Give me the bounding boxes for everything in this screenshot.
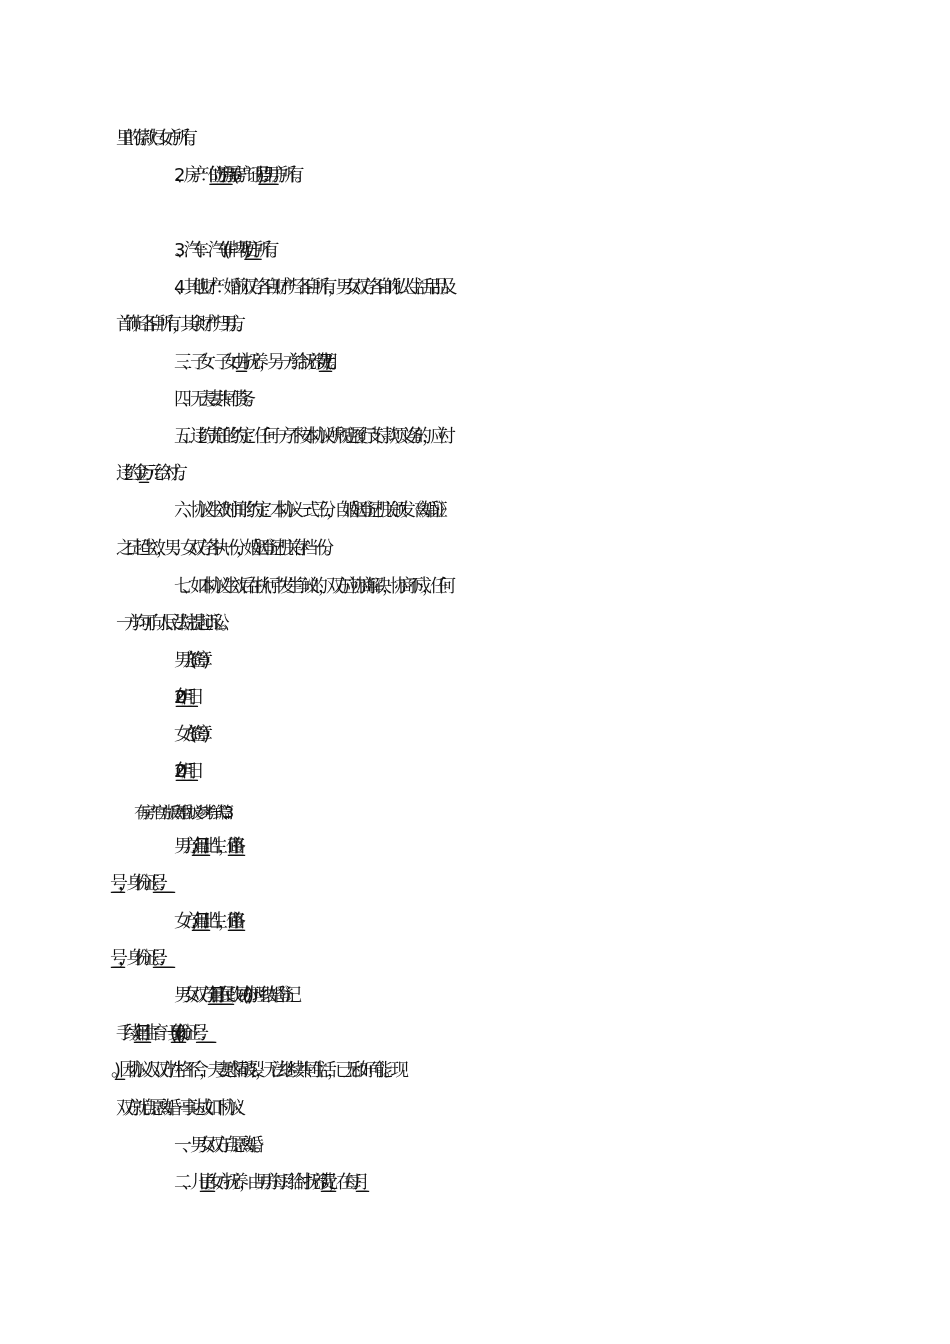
signature-date: 20__年__月__日 <box>174 761 195 782</box>
section-text-line: 二、儿子_______由女方抚养，由男方每月给付抚养费_______元，在每月_____ <box>174 1172 355 1193</box>
body-text-line: 里的存款归女方所有。 <box>116 128 196 149</box>
section-title: 有房产官方版离婚协议参考样式篇3 <box>134 803 225 822</box>
section-text-line: 五、违约责任的约定：任何一方不按本协议所规定履行支付款项义务的，应付 <box>174 426 446 447</box>
section-text-line: 六、协议生效时间的约定：本协议一式三份，自婚姻登记机关颁发《离婚证》 <box>174 500 446 521</box>
signature-label: 女方(签章)： <box>174 724 209 745</box>
body-text-line: 3、汽车：汽车(车牌号：_________)归___方所有。 <box>174 240 278 261</box>
section-text-line: 一、男女双方自愿离婚。 <box>174 1135 262 1156</box>
body-text-line: 4、其他财产：婚前双方各自财产归各自所有，男女双方各自的私人生活用品及 <box>174 277 448 298</box>
body-text-line: 男方：_______，_______年_______月_______日出生，住_______市_______路_ <box>174 836 235 857</box>
body-text-line: ______号，身份证号：______________。 <box>116 948 160 969</box>
body-text-line: 手续。_______年_______月_______日生育一子(女)_______(身份证号：____________ <box>116 1023 196 1044</box>
body-text-line: 违约金__万元给对方。 <box>116 463 186 484</box>
body-text-line: 之日起生效，男、女双方各执一份，婚姻登记机关存档一份。 <box>116 538 332 559</box>
body-text-line: __)。因协议人双方性格不合，夫妻感情破裂，无法继续共同生活，已无和好可能。现 <box>116 1060 400 1081</box>
body-text-line: 男女双方于_______年_______月_______日在_______民政局(办)办理结婚登记 <box>174 985 293 1006</box>
body-text-line: 首饰归各自所有，其余财产归男方。 <box>116 314 244 335</box>
section-text-line: 四、无夫妻共同债务。 <box>174 389 254 410</box>
body-text-line: 2、房产：位于_______________的房屋(房产证号：____________)归男方所有。 <box>174 165 303 186</box>
body-text-line: 一方均可向人民法院提起诉讼。 <box>116 613 228 634</box>
section-text-line: 三、子女：子女由___方抚养，另一方给抚养费_____元/月。 <box>174 352 339 373</box>
body-text-line: 双方就自愿离婚一事达成如下协议： <box>116 1098 244 1119</box>
signature-label: 男方(签章)： <box>174 650 209 671</box>
body-text-line: 女方：_______，_______年_______月_______日出生，住_______市_______路_ <box>174 911 235 932</box>
body-text-line: ______号，身份证号：______________。 <box>116 873 160 894</box>
section-text-line: 七、如本协议生效后在执行中发生争议的，双方应协商解决，协商不成，任何 <box>174 576 446 597</box>
signature-date: 20__年__月__日 <box>174 687 195 708</box>
